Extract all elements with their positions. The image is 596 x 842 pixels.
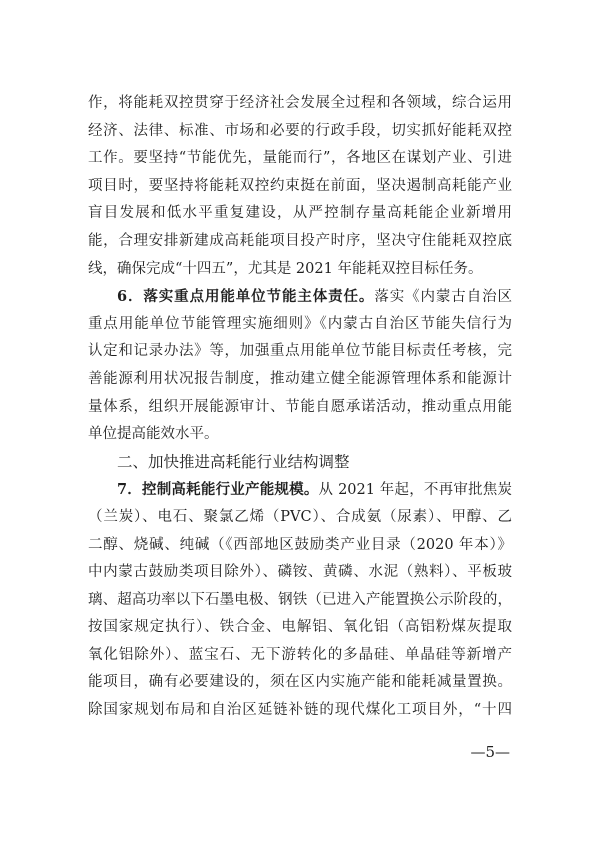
item-6-heading: 6．落实重点用能单位节能主体责任。 <box>117 288 375 306</box>
text-line: 氧化铝除外）、蓝宝石、无下游转化的多晶硅、单晶硅等新增产 <box>88 646 512 663</box>
paragraph-continuation <box>88 90 512 283</box>
text-line: 经济、法律、标准、市场和必要的行政手段，切实抓好能耗双控 <box>88 122 512 139</box>
paragraph-item-6 <box>88 283 512 449</box>
text-line: 工作。要坚持“节能优先，量能而行”，各地区在谋划产业、引进 <box>88 150 512 167</box>
item-7-heading: 7．控制高耗能行业产能规模。 <box>117 481 319 499</box>
text-line: 璃、超高功率以下石墨电极、钢铁（已进入产能置换公示阶段的， <box>88 591 512 608</box>
text-run: 落实《内蒙古自治区 <box>374 289 512 306</box>
text-line: 善能源利用状况报告制度，推动建立健全能源管理体系和能源计 <box>88 370 512 387</box>
text-line: 盲目发展和低水平重复建设，从严控制存量高耗能企业新增用 <box>88 205 512 222</box>
text-line: 按国家规定执行）、铁合金、电解铝、氧化铝（高铝粉煤灰提取 <box>88 619 512 636</box>
text-line: 项目时，要坚持将能耗双控约束挺在前面，坚决遏制高耗能产业 <box>88 177 512 194</box>
page-number: —5— <box>470 743 510 761</box>
paragraph-item-7 <box>88 476 512 724</box>
text-line: 线，确保完成“十四五”，尤其是 2021 年能耗双控目标任务。 <box>88 260 483 277</box>
text-line: 作，将能耗双控贯穿于经济社会发展全过程和各领域，综合运用 <box>88 95 512 111</box>
text-line: 中内蒙古鼓励类项目除外）、磷铵、黄磷、水泥（熟料）、平板玻 <box>88 564 512 581</box>
text-line: 二醇、烧碱、纯碱（《西部地区鼓励类产业目录（2020 年本）》 <box>88 536 512 553</box>
section-heading: 二、加快推进高耗能行业结构调整 <box>117 452 350 471</box>
text-line: （兰炭）、电石、聚氯乙烯（PVC）、合成氨（尿素）、甲醇、乙 <box>88 508 512 525</box>
text-line <box>88 476 512 504</box>
text-line: 认定和记录办法》等，加强重点用能单位节能目标责任考核，完 <box>88 343 512 360</box>
text-run: 从 2021 年起，不再审批焦炭 <box>318 482 512 499</box>
text-line: 能，合理安排新建成高耗能项目投产时序，坚决守住能耗双控底 <box>88 232 512 249</box>
text-line: 量体系，组织开展能源审计、节能自愿承诺活动，推动重点用能 <box>88 398 512 415</box>
text-line: 单位提高能效水平。 <box>88 426 219 443</box>
text-line <box>88 283 512 311</box>
text-line: 能项目，确有必要建设的，须在区内实施产能和能耗减量置换。 <box>88 674 512 691</box>
text-line: 重点用能单位节能管理实施细则》《内蒙古自治区节能失信行为 <box>88 315 512 332</box>
text-line: 除国家规划布局和自治区延链补链的现代煤化工项目外，“十四 <box>88 702 512 719</box>
body-text <box>88 90 512 725</box>
